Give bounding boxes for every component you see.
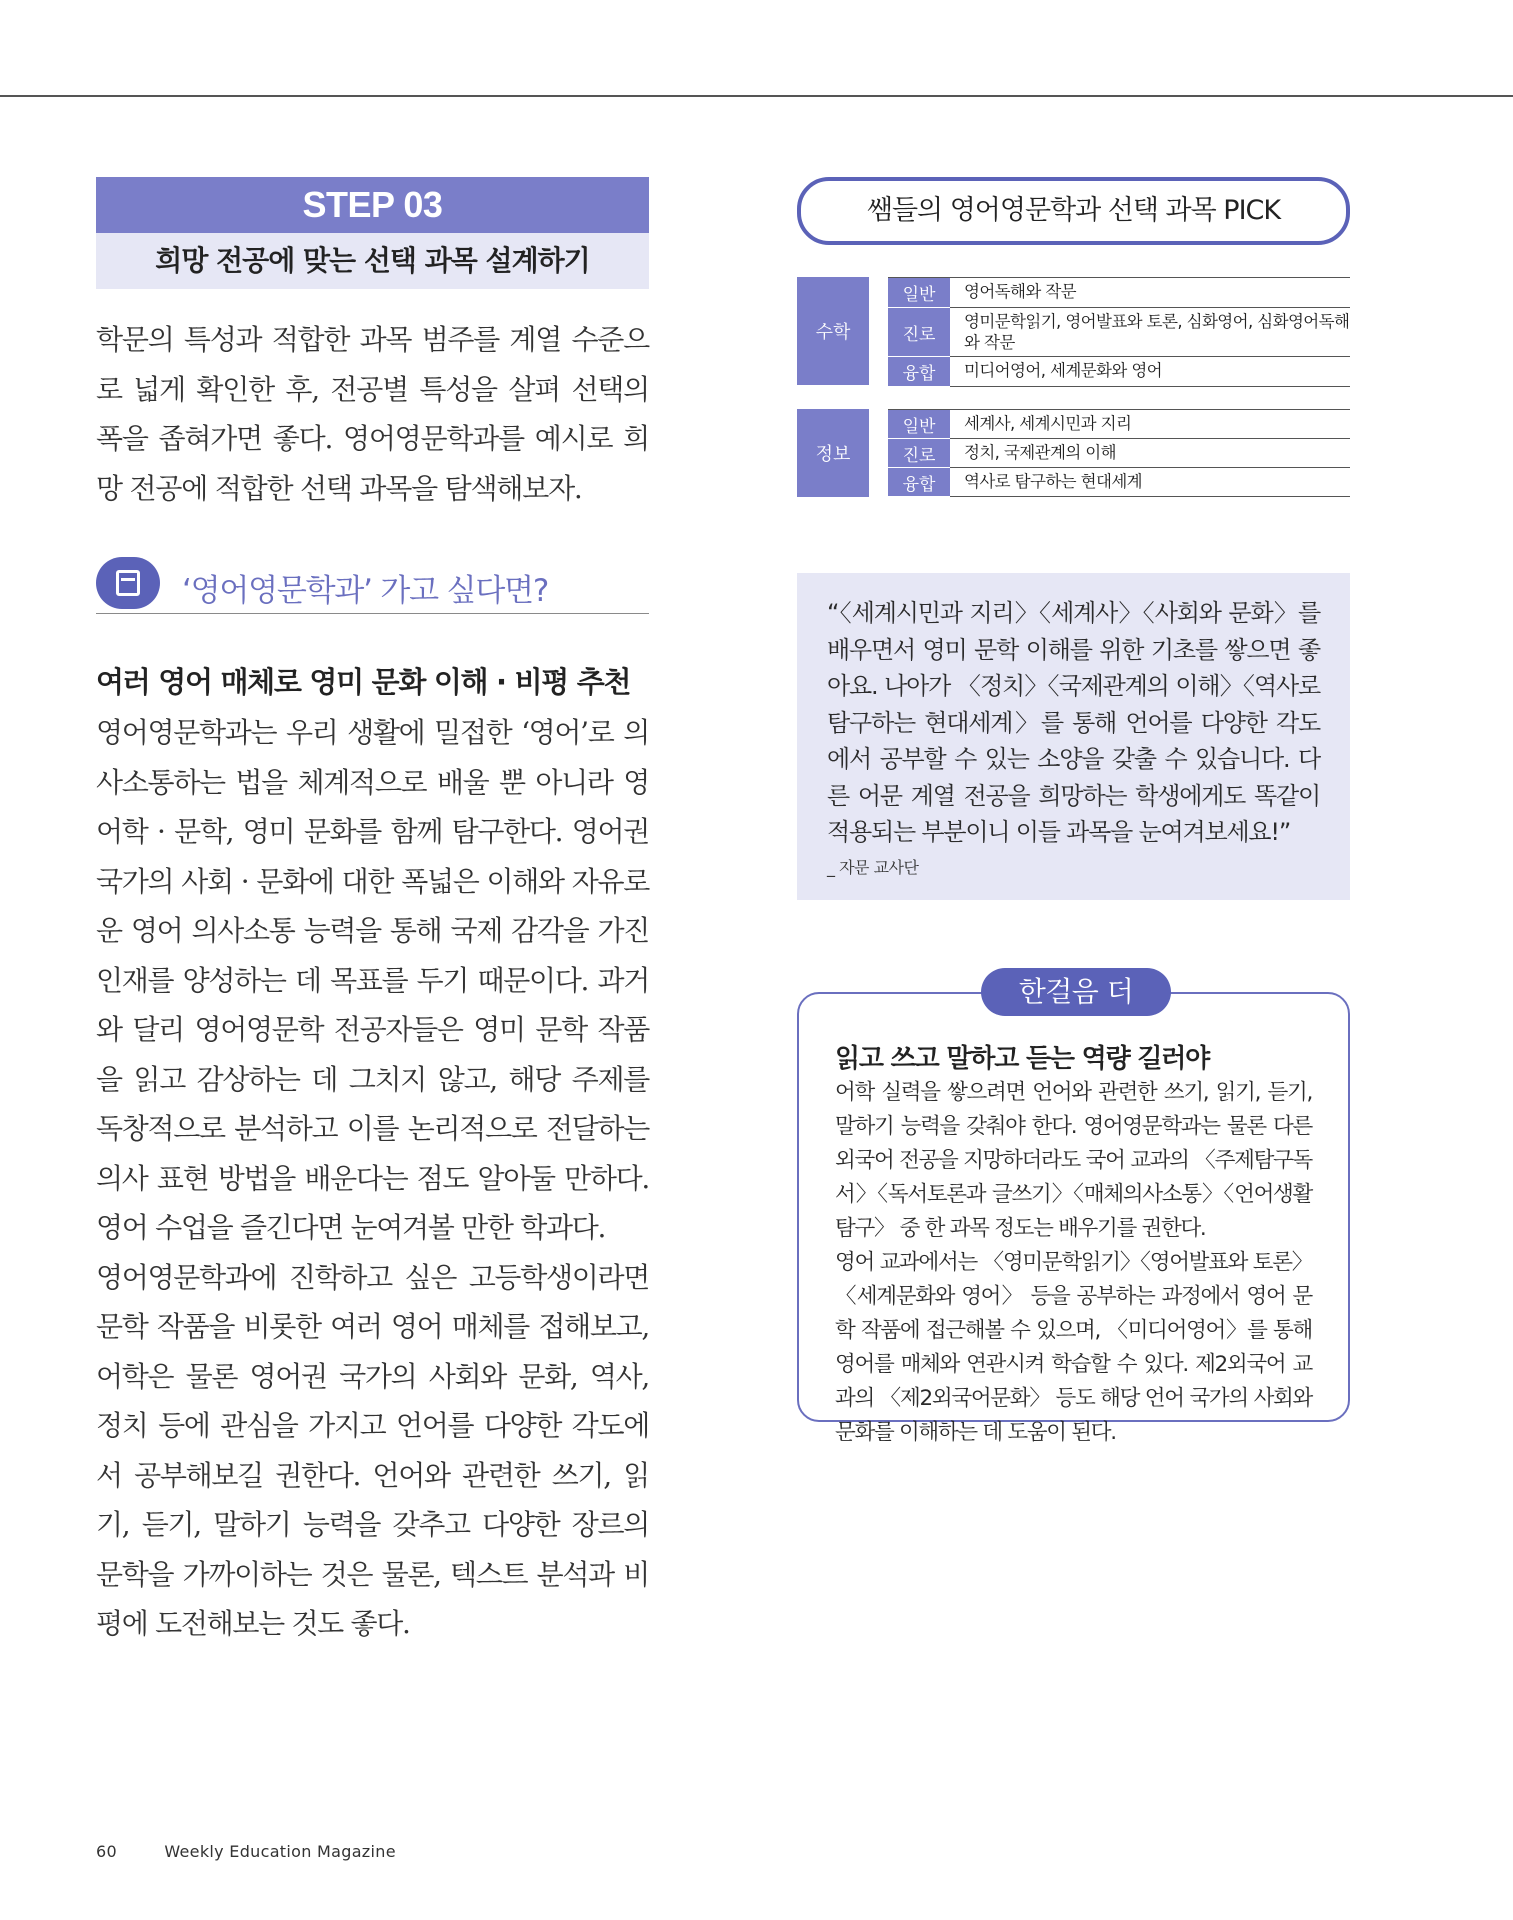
quote-source: _ 자문 교사단 (827, 857, 919, 877)
category-label: 진로 (888, 439, 950, 468)
course-list: 미디어영어, 세계문화와 영어 (964, 361, 1163, 380)
table-row (888, 278, 1350, 308)
article-paragraph-2: 영어영문학과에 진학하고 싶은 고등학생이라면 문학 작품을 비롯한 여러 영어 매체를 접해보고, 어학은 물론 영어권 국가의 사회와 문화, 역사, 정치 등에 관심을 가지고 언어를 다양한 각도에서 공부해보길 권한다. 언어와 관련한 쓰기, 읽기, 듣기, 말하기 능력을 갖추고 다양한 장르의 문학을 가까이하는 것은 물론, 텍스트 분석과 비평에 도전해보는 것도 좋다. (96, 1260, 649, 1640)
right-column (797, 177, 1350, 1445)
category-label: 진로 (888, 308, 950, 357)
section-header (96, 557, 649, 614)
subject-rows (888, 409, 1350, 497)
page-footer (96, 1842, 396, 1861)
article-subheading: 여러 영어 매체로 영미 문화 이해 · 비평 추천 (96, 665, 631, 699)
one-step-more-heading: 읽고 쓰고 말하고 듣는 역량 길러야 (835, 1043, 1210, 1074)
section-title: ‘영어영문학과’ 가고 싶다면? (182, 573, 549, 609)
subject-group-math (797, 277, 1350, 385)
book-icon (96, 557, 160, 609)
teacher-quote-box (797, 573, 1350, 900)
table-row (888, 308, 1350, 357)
step-label: STEP 03 (96, 177, 649, 233)
table-row (888, 439, 1350, 468)
subject-group-info (797, 409, 1350, 497)
table-row (888, 357, 1350, 387)
one-step-more-box (797, 974, 1350, 1445)
table-row (888, 410, 1350, 439)
one-step-more-paragraph-1: 어학 실력을 쌓으려면 언어와 관련한 쓰기, 읽기, 듣기, 말하기 능력을 갖춰야 한다. 영어영문학과는 물론 다른 외국어 전공을 지망하더라도 국어 교과의 〈주제탐구독서〉〈독서토론과 글쓰기〉〈매체의사소통〉〈언어생활탐구〉 중 한 과목 정도는 배우기를 권한다. (835, 1079, 1312, 1241)
step-title: 희망 전공에 맞는 선택 과목 설계하기 (96, 233, 649, 289)
left-column (96, 177, 649, 1649)
table-row (888, 468, 1350, 497)
course-list: 역사로 탐구하는 현대세계 (964, 472, 1143, 491)
top-rule (0, 95, 1513, 97)
category-label: 일반 (888, 278, 950, 308)
category-label: 융합 (888, 468, 950, 497)
category-label: 융합 (888, 357, 950, 387)
intro-paragraph: 학문의 특성과 적합한 과목 범주를 계열 수준으로 넓게 확인한 후, 전공별 특성을 살펴 선택의 폭을 좁혀가면 좋다. 영어영문학과를 예시로 희망 전공에 적합한 선택 과목을 탐색해보자. (96, 323, 649, 505)
category-label: 일반 (888, 410, 950, 439)
article-paragraph-1: 영어영문학과는 우리 생활에 밀접한 ‘영어’로 의사소통하는 법을 체계적으로 배울 뿐 아니라 영어학 · 문학, 영미 문화를 함께 탐구한다. 영어권 국가의 사회 · 문화에 대한 폭넓은 이해와 자유로운 영어 의사소통 능력을 통해 국제 감각을 가진 인재를 양성하는 데 목표를 두기 때문이다. 과거와 달리 영어영문학 전공자들은 영미 문학 작품을 읽고 감상하는 데 그치지 않고, 해당 주제를 독창적으로 분석하고 이를 논리적으로 전달하는 의사 표현 방법을 배운다는 점도 알아둘 만하다. 영어 수업을 즐긴다면 눈여겨볼 만한 학과다. (96, 716, 649, 1244)
one-step-more-paragraph-2: 영어 교과에서는 〈영미문학읽기〉〈영어발표와 토론〉〈세계문화와 영어〉 등을 공부하는 과정에서 영어 문학 작품에 접근해볼 수 있으며, 〈미디어영어〉를 통해 영어를 매체와 연관시켜 학습할 수 있다. 제2외국어 교과의 〈제2외국어문화〉 등도 해당 언어 국가의 사회와 문화를 이해하는 데 도움이 된다. (835, 1249, 1312, 1445)
course-list: 세계사, 세계시민과 지리 (964, 414, 1132, 433)
magazine-name: Weekly Education Magazine (164, 1842, 396, 1861)
one-step-more-tab: 한걸음 더 (981, 968, 1171, 1016)
course-list: 정치, 국제관계의 이해 (964, 443, 1116, 462)
page-number: 60 (96, 1842, 117, 1861)
pick-title: 쌤들의 영어영문학과 선택 과목 PICK (797, 177, 1350, 245)
teacher-quote: “〈세계시민과 지리〉〈세계사〉〈사회와 문화〉를 배우면서 영미 문학 이해를 위한 기초를 쌓으면 좋아요. 나아가 〈정치〉〈국제관계의 이해〉〈역사로 탐구하는 현대세계〉를 통해 언어를 다양한 각도에서 공부할 수 있는 소양을 갖출 수 있습니다. 다른 어문 계열 전공을 희망하는 학생에게도 똑같이 적용되는 부분이니 이들 과목을 눈여겨보세요!” (827, 599, 1320, 846)
subject-rows (888, 277, 1350, 387)
subject-name: 정보 (797, 409, 869, 497)
subject-name: 수학 (797, 277, 869, 385)
course-list: 영미문학읽기, 영어발표와 토론, 심화영어, 심화영어독해와 작문 (964, 312, 1350, 352)
course-list: 영어독해와 작문 (964, 282, 1077, 301)
